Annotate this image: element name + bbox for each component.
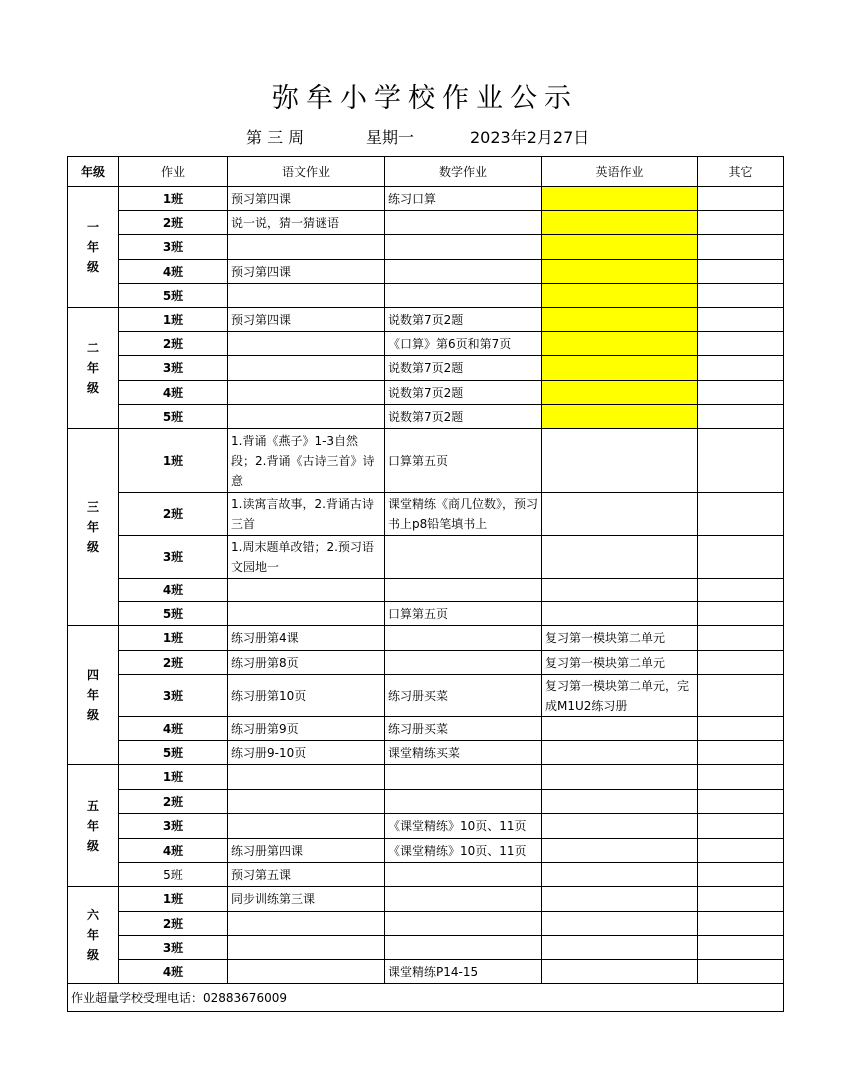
other-homework-cell bbox=[698, 284, 784, 308]
chinese-homework-cell bbox=[228, 814, 385, 839]
class-label: 2班 bbox=[119, 912, 228, 936]
math-homework-cell bbox=[385, 626, 542, 651]
class-label: 4班 bbox=[119, 260, 228, 284]
chinese-homework-cell bbox=[228, 579, 385, 602]
chinese-homework-cell: 练习册第四课 bbox=[228, 839, 385, 863]
english-homework-cell bbox=[542, 536, 698, 579]
grade-label: 一 年 级 bbox=[68, 187, 119, 308]
chinese-homework-cell: 练习册9-10页 bbox=[228, 741, 385, 765]
table-row bbox=[68, 260, 784, 284]
other-homework-cell bbox=[698, 887, 784, 912]
math-homework-cell: 练习口算 bbox=[385, 187, 542, 211]
other-homework-cell bbox=[698, 260, 784, 284]
math-homework-cell bbox=[385, 912, 542, 936]
english-homework-cell bbox=[542, 741, 698, 765]
other-homework-cell bbox=[698, 790, 784, 814]
chinese-homework-cell bbox=[228, 284, 385, 308]
chinese-homework-cell: 练习册第10页 bbox=[228, 675, 385, 717]
header-chinese: 语文作业 bbox=[228, 157, 385, 187]
table-row bbox=[68, 187, 784, 211]
class-label: 1班 bbox=[119, 308, 228, 332]
footer-row bbox=[68, 984, 784, 1012]
math-homework-cell: 练习册买菜 bbox=[385, 717, 542, 741]
grade-label: 二 年 级 bbox=[68, 308, 119, 429]
chinese-homework-cell bbox=[228, 235, 385, 260]
math-homework-cell: 说数第7页2题 bbox=[385, 405, 542, 429]
class-label: 4班 bbox=[119, 717, 228, 741]
english-homework-cell bbox=[542, 211, 698, 235]
other-homework-cell bbox=[698, 960, 784, 984]
class-label: 1班 bbox=[119, 887, 228, 912]
class-label: 4班 bbox=[119, 960, 228, 984]
english-homework-cell bbox=[542, 887, 698, 912]
class-label: 1班 bbox=[119, 429, 228, 493]
table-row bbox=[68, 936, 784, 960]
class-label: 3班 bbox=[119, 814, 228, 839]
english-homework-cell bbox=[542, 814, 698, 839]
english-homework-cell bbox=[542, 284, 698, 308]
english-homework-cell bbox=[542, 936, 698, 960]
math-homework-cell bbox=[385, 651, 542, 675]
table-row bbox=[68, 863, 784, 887]
class-label: 5班 bbox=[119, 863, 228, 887]
math-homework-cell: 《课堂精练》10页、11页 bbox=[385, 839, 542, 863]
class-label: 2班 bbox=[119, 493, 228, 536]
class-label: 5班 bbox=[119, 741, 228, 765]
table-row bbox=[68, 912, 784, 936]
english-homework-cell: 复习第一模块第二单元 bbox=[542, 626, 698, 651]
other-homework-cell bbox=[698, 332, 784, 356]
chinese-homework-cell bbox=[228, 790, 385, 814]
header-grade: 年级 bbox=[68, 157, 119, 187]
class-label: 3班 bbox=[119, 356, 228, 381]
date-label: 2023年2月27日 bbox=[470, 128, 590, 147]
class-label: 3班 bbox=[119, 235, 228, 260]
math-homework-cell: 《口算》第6页和第7页 bbox=[385, 332, 542, 356]
english-homework-cell bbox=[542, 790, 698, 814]
table-row bbox=[68, 675, 784, 717]
table-row bbox=[68, 765, 784, 790]
other-homework-cell bbox=[698, 405, 784, 429]
table-row bbox=[68, 235, 784, 260]
class-label: 1班 bbox=[119, 765, 228, 790]
math-homework-cell: 说数第7页2题 bbox=[385, 356, 542, 381]
math-homework-cell bbox=[385, 235, 542, 260]
other-homework-cell bbox=[698, 429, 784, 493]
class-label: 2班 bbox=[119, 651, 228, 675]
class-label: 5班 bbox=[119, 602, 228, 626]
english-homework-cell bbox=[542, 579, 698, 602]
class-label: 4班 bbox=[119, 839, 228, 863]
other-homework-cell bbox=[698, 651, 784, 675]
chinese-homework-cell: 说一说，猜一猜谜语 bbox=[228, 211, 385, 235]
table-row bbox=[68, 960, 784, 984]
table-row bbox=[68, 211, 784, 235]
table-row bbox=[68, 717, 784, 741]
header-homework: 作业 bbox=[119, 157, 228, 187]
week-label: 第 三 周 bbox=[246, 128, 305, 147]
other-homework-cell bbox=[698, 235, 784, 260]
class-label: 4班 bbox=[119, 579, 228, 602]
class-label: 3班 bbox=[119, 936, 228, 960]
chinese-homework-cell bbox=[228, 936, 385, 960]
header-english: 英语作业 bbox=[542, 157, 698, 187]
math-homework-cell bbox=[385, 260, 542, 284]
grade-label: 三 年 级 bbox=[68, 429, 119, 626]
class-label: 1班 bbox=[119, 626, 228, 651]
english-homework-cell bbox=[542, 260, 698, 284]
other-homework-cell bbox=[698, 356, 784, 381]
table-row bbox=[68, 579, 784, 602]
math-homework-cell: 《课堂精练》10页、11页 bbox=[385, 814, 542, 839]
other-homework-cell bbox=[698, 814, 784, 839]
table-row bbox=[68, 356, 784, 381]
class-label: 5班 bbox=[119, 405, 228, 429]
table-row bbox=[68, 626, 784, 651]
math-homework-cell: 练习册买菜 bbox=[385, 675, 542, 717]
math-homework-cell: 课堂精练P14-15 bbox=[385, 960, 542, 984]
math-homework-cell bbox=[385, 536, 542, 579]
table-row bbox=[68, 308, 784, 332]
other-homework-cell bbox=[698, 717, 784, 741]
other-homework-cell bbox=[698, 675, 784, 717]
table-row bbox=[68, 602, 784, 626]
chinese-homework-cell: 1.读寓言故事，2.背诵古诗三首 bbox=[228, 493, 385, 536]
math-homework-cell: 说数第7页2题 bbox=[385, 308, 542, 332]
math-homework-cell: 课堂精练《商几位数》，预习书上p8铅笔填书上 bbox=[385, 493, 542, 536]
page-title: 弥牟小学校作业公示 bbox=[272, 83, 578, 114]
chinese-homework-cell: 预习第五课 bbox=[228, 863, 385, 887]
header-other: 其它 bbox=[698, 157, 784, 187]
class-label: 5班 bbox=[119, 284, 228, 308]
other-homework-cell bbox=[698, 839, 784, 863]
grade-label: 四 年 级 bbox=[68, 626, 119, 765]
english-homework-cell bbox=[542, 717, 698, 741]
class-label: 2班 bbox=[119, 790, 228, 814]
table-row bbox=[68, 284, 784, 308]
chinese-homework-cell: 1.周末题单改错；2.预习语文园地一 bbox=[228, 536, 385, 579]
class-label: 3班 bbox=[119, 536, 228, 579]
english-homework-cell bbox=[542, 765, 698, 790]
table-row bbox=[68, 887, 784, 912]
english-homework-cell bbox=[542, 429, 698, 493]
table-row bbox=[68, 332, 784, 356]
grade-label: 五 年 级 bbox=[68, 765, 119, 887]
class-label: 1班 bbox=[119, 187, 228, 211]
math-homework-cell: 课堂精练买菜 bbox=[385, 741, 542, 765]
chinese-homework-cell: 练习册第9页 bbox=[228, 717, 385, 741]
other-homework-cell bbox=[698, 626, 784, 651]
date-line bbox=[0, 125, 850, 151]
complaint-hotline: 作业超量学校受理电话：02883676009 bbox=[68, 984, 784, 1012]
math-homework-cell bbox=[385, 863, 542, 887]
other-homework-cell bbox=[698, 863, 784, 887]
chinese-homework-cell: 预习第四课 bbox=[228, 308, 385, 332]
english-homework-cell bbox=[542, 912, 698, 936]
chinese-homework-cell bbox=[228, 381, 385, 405]
english-homework-cell bbox=[542, 863, 698, 887]
math-homework-cell: 口算第五页 bbox=[385, 429, 542, 493]
other-homework-cell bbox=[698, 579, 784, 602]
math-homework-cell bbox=[385, 765, 542, 790]
table-row bbox=[68, 493, 784, 536]
table-row bbox=[68, 429, 784, 493]
chinese-homework-cell: 预习第四课 bbox=[228, 260, 385, 284]
chinese-homework-cell bbox=[228, 602, 385, 626]
english-homework-cell: 复习第一模块第二单元，完成M1U2练习册 bbox=[542, 675, 698, 717]
math-homework-cell bbox=[385, 936, 542, 960]
other-homework-cell bbox=[698, 187, 784, 211]
class-label: 2班 bbox=[119, 211, 228, 235]
math-homework-cell bbox=[385, 284, 542, 308]
other-homework-cell bbox=[698, 536, 784, 579]
english-homework-cell bbox=[542, 602, 698, 626]
other-homework-cell bbox=[698, 381, 784, 405]
math-homework-cell: 口算第五页 bbox=[385, 602, 542, 626]
other-homework-cell bbox=[698, 493, 784, 536]
weekday-label: 星期一 bbox=[366, 128, 415, 147]
other-homework-cell bbox=[698, 936, 784, 960]
english-homework-cell bbox=[542, 332, 698, 356]
class-label: 3班 bbox=[119, 675, 228, 717]
english-homework-cell bbox=[542, 405, 698, 429]
chinese-homework-cell bbox=[228, 356, 385, 381]
other-homework-cell bbox=[698, 602, 784, 626]
other-homework-cell bbox=[698, 765, 784, 790]
chinese-homework-cell bbox=[228, 332, 385, 356]
chinese-homework-cell bbox=[228, 912, 385, 936]
table-row bbox=[68, 381, 784, 405]
math-homework-cell bbox=[385, 579, 542, 602]
english-homework-cell bbox=[542, 381, 698, 405]
chinese-homework-cell: 练习册第8页 bbox=[228, 651, 385, 675]
other-homework-cell bbox=[698, 912, 784, 936]
chinese-homework-cell: 练习册第4课 bbox=[228, 626, 385, 651]
math-homework-cell bbox=[385, 790, 542, 814]
english-homework-cell bbox=[542, 187, 698, 211]
class-label: 4班 bbox=[119, 381, 228, 405]
table-row bbox=[68, 814, 784, 839]
english-homework-cell bbox=[542, 493, 698, 536]
math-homework-cell bbox=[385, 211, 542, 235]
english-homework-cell bbox=[542, 960, 698, 984]
table-row bbox=[68, 790, 784, 814]
table-row bbox=[68, 839, 784, 863]
table-row bbox=[68, 741, 784, 765]
chinese-homework-cell: 1.背诵《燕子》1-3自然段；2.背诵《古诗三首》诗意 bbox=[228, 429, 385, 493]
english-homework-cell bbox=[542, 235, 698, 260]
chinese-homework-cell bbox=[228, 960, 385, 984]
other-homework-cell bbox=[698, 211, 784, 235]
math-homework-cell: 说数第7页2题 bbox=[385, 381, 542, 405]
chinese-homework-cell: 同步训练第三课 bbox=[228, 887, 385, 912]
table-row bbox=[68, 536, 784, 579]
chinese-homework-cell bbox=[228, 405, 385, 429]
chinese-homework-cell: 预习第四课 bbox=[228, 187, 385, 211]
other-homework-cell bbox=[698, 741, 784, 765]
header-row bbox=[68, 157, 784, 187]
homework-table-body bbox=[68, 157, 784, 1012]
table-row bbox=[68, 651, 784, 675]
english-homework-cell: 复习第一模块第二单元 bbox=[542, 651, 698, 675]
grade-label: 六 年 级 bbox=[68, 887, 119, 984]
table-row bbox=[68, 405, 784, 429]
other-homework-cell bbox=[698, 308, 784, 332]
class-label: 2班 bbox=[119, 332, 228, 356]
english-homework-cell bbox=[542, 839, 698, 863]
math-homework-cell bbox=[385, 887, 542, 912]
english-homework-cell bbox=[542, 356, 698, 381]
english-homework-cell bbox=[542, 308, 698, 332]
homework-table bbox=[67, 156, 784, 1012]
chinese-homework-cell bbox=[228, 765, 385, 790]
header-math: 数学作业 bbox=[385, 157, 542, 187]
